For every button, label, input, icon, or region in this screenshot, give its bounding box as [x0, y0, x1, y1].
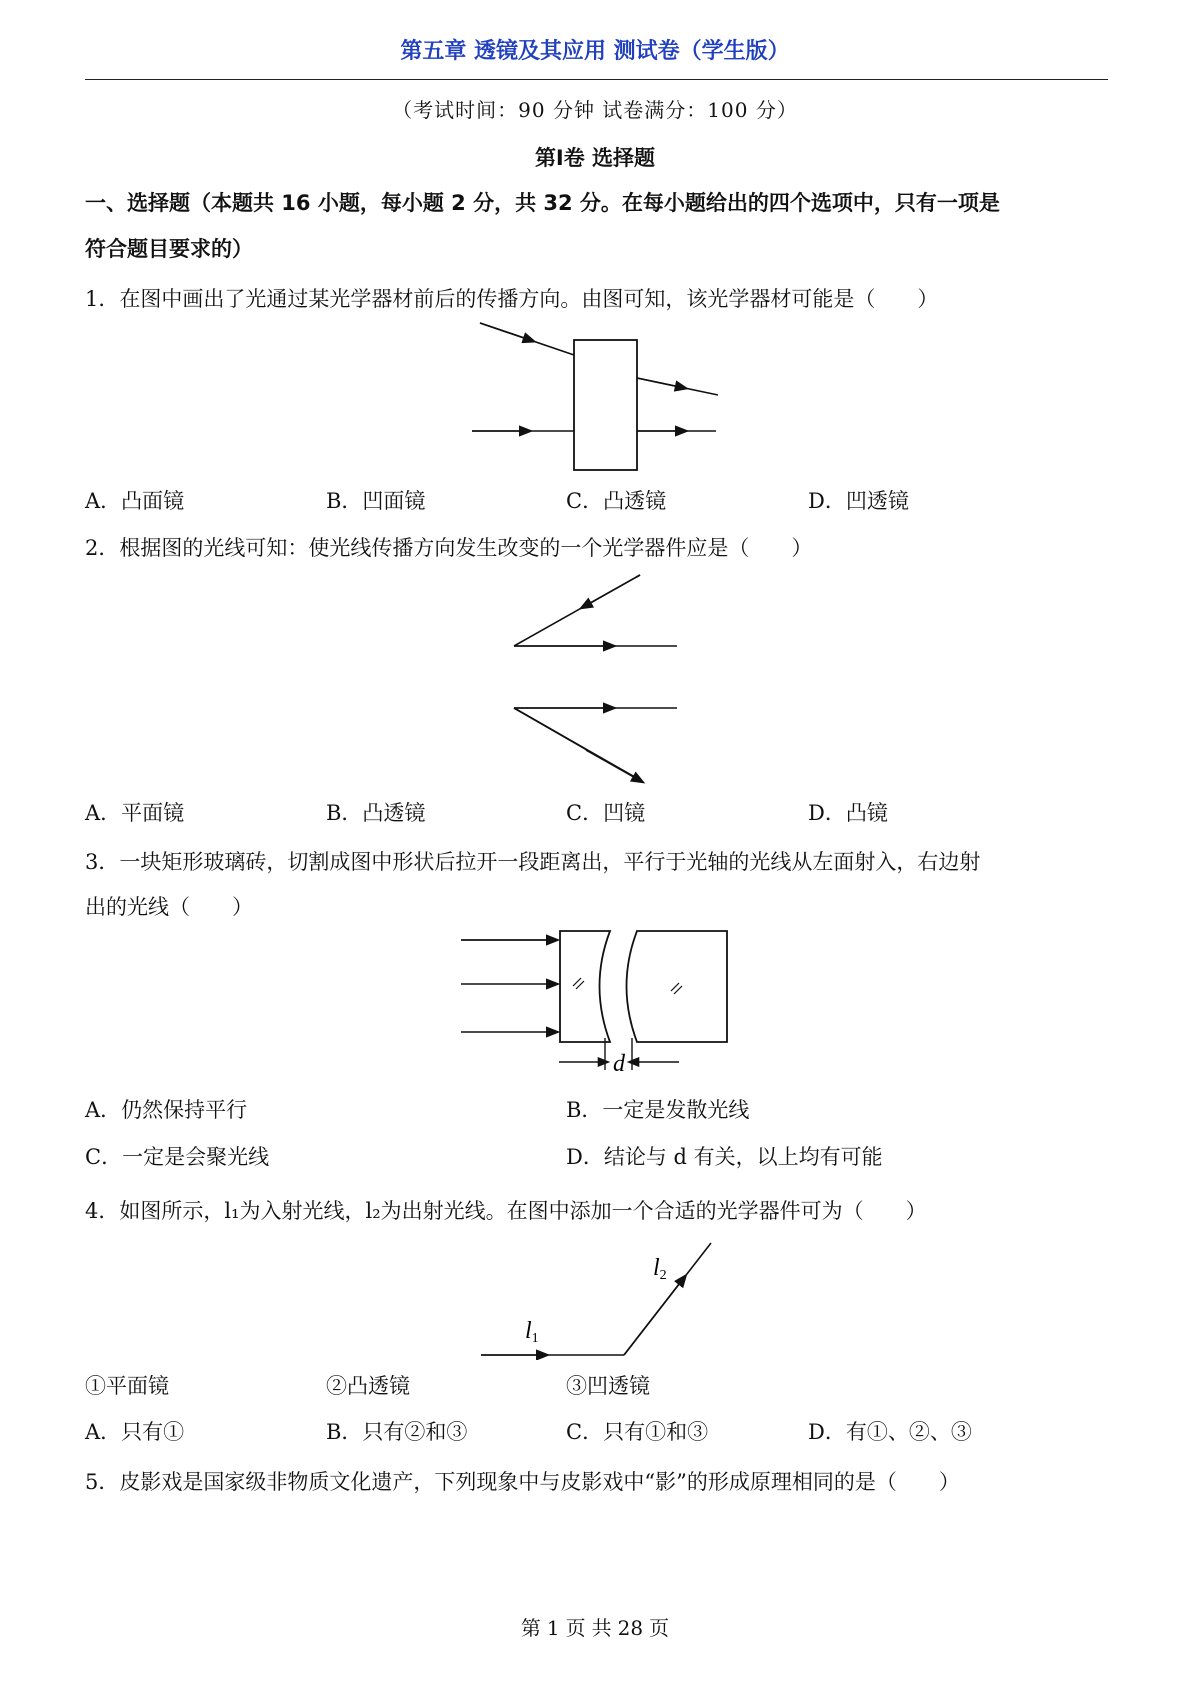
glass-block-right	[627, 931, 728, 1042]
q3-option-b[interactable]: B．一定是发散光线	[566, 1098, 750, 1122]
exam-info: （考试时间：90 分钟 试卷满分：100 分）	[392, 98, 798, 122]
glass-block-left	[560, 931, 610, 1042]
q2-option-d[interactable]: D．凸镜	[808, 801, 888, 825]
section-heading-line1: 一、选择题（本题共 16 小题，每小题 2 分，共 32 分。在每小题给出的四个选项中，只有一项是	[85, 191, 1000, 215]
label-l1: l1	[525, 1318, 539, 1346]
question-3-stem-line2: 出的光线（ ）	[85, 895, 253, 919]
page-footer: 第 1 页 共 28 页	[520, 1616, 670, 1640]
optical-device-box	[574, 340, 637, 470]
q3-option-c[interactable]: C．一定是会聚光线	[85, 1145, 270, 1169]
q4-option-a[interactable]: A．只有①	[85, 1420, 185, 1444]
label-l2: l2	[653, 1255, 667, 1283]
question-1-figure	[470, 318, 725, 478]
q1-option-d[interactable]: D．凹透镜	[808, 489, 909, 513]
question-3-stem-line1: 3．一块矩形玻璃砖，切割成图中形状后拉开一段距离出，平行于光轴的光线从左面射入，右边射	[85, 850, 981, 874]
header-divider	[85, 79, 1108, 80]
q2-option-b[interactable]: B．凸透镜	[326, 801, 426, 825]
question-4-stem: 4．如图所示，l₁为入射光线，l₂为出射光线。在图中添加一个合适的光学器件可为（ ）	[85, 1199, 927, 1223]
question-5-stem: 5．皮影戏是国家级非物质文化遗产，下列现象中与皮影戏中“影”的形成原理相同的是（ ）	[85, 1470, 960, 1494]
q4-option-d[interactable]: D．有①、②、③	[808, 1420, 972, 1444]
question-4-figure	[475, 1235, 725, 1360]
part-title: 第Ⅰ卷 选择题	[534, 146, 656, 170]
q2-option-c[interactable]: C．凹镜	[566, 801, 646, 825]
q1-option-a[interactable]: A．凸面镜	[85, 489, 185, 513]
q4-item-1: ①平面镜	[85, 1374, 169, 1398]
question-2-stem: 2．根据图的光线可知：使光线传播方向发生改变的一个光学器件应是（ ）	[85, 536, 813, 560]
page-header-title: 第五章 透镜及其应用 测试卷（学生版）	[400, 39, 790, 64]
q2-option-a[interactable]: A．平面镜	[85, 801, 185, 825]
question-2-figure	[505, 568, 690, 788]
gap-label-d: d	[613, 1051, 625, 1076]
question-1-stem: 1．在图中画出了光通过某光学器材前后的传播方向。由图可知，该光学器材可能是（ ）	[85, 287, 939, 311]
q4-item-2: ②凸透镜	[326, 1374, 410, 1398]
question-3-figure	[455, 928, 735, 1076]
q4-item-3: ③凹透镜	[566, 1374, 650, 1398]
q1-option-b[interactable]: B．凹面镜	[326, 489, 426, 513]
q3-option-a[interactable]: A．仍然保持平行	[85, 1098, 248, 1122]
q4-option-c[interactable]: C．只有①和③	[566, 1420, 709, 1444]
q3-option-d[interactable]: D．结论与 d 有关，以上均有可能	[566, 1145, 883, 1169]
q1-option-c[interactable]: C．凸透镜	[566, 489, 667, 513]
page-total: 28	[617, 1616, 644, 1640]
section-heading-line2: 符合题目要求的）	[85, 237, 253, 261]
q4-option-b[interactable]: B．只有②和③	[326, 1420, 468, 1444]
page-number: 1	[546, 1616, 560, 1640]
